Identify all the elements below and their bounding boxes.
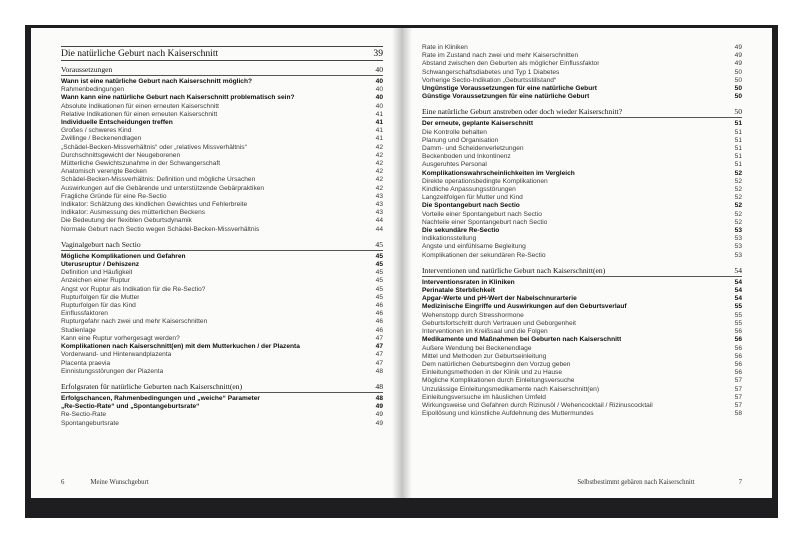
toc-subheading[interactable]: [61, 343, 383, 351]
toc-entry-label: Rupturfolgen für die Mutter: [61, 293, 140, 301]
toc-subheading[interactable]: [61, 78, 383, 86]
toc-entry-page: 53: [734, 235, 742, 243]
toc-entry-label: Definition und Häufigkeit: [61, 269, 133, 277]
toc-entry-page: 47: [375, 351, 383, 359]
toc-entry-label: Die Bedeutung der flexiblen Geburtsdynamik: [61, 217, 192, 225]
toc-entry-page: 49: [375, 411, 383, 419]
toc-entry-page: 45: [375, 277, 383, 285]
toc-entry-page: 55: [734, 311, 742, 319]
chapter-title: Die natürliche Geburt nach Kaiserschnitt: [61, 48, 219, 59]
toc-section-heading-label: Interventionen und natürliche Geburt nach Kaiserschnitt(en): [422, 265, 606, 275]
toc-entry[interactable]: [61, 209, 383, 217]
toc-entry-page: 44: [375, 217, 383, 225]
toc-entry[interactable]: [61, 411, 383, 419]
toc-entry[interactable]: [422, 77, 742, 85]
toc-subheading-label: Uterusruptur / Dehiszenz: [61, 261, 140, 269]
toc-entry-label: Auswirkungen auf die Gebärende und unterstützende Gebärpraktiken: [61, 184, 265, 192]
toc-subheading[interactable]: [422, 295, 742, 303]
toc-entry-page: 46: [375, 310, 383, 318]
toc-entry-page: 51: [734, 136, 742, 144]
toc-entry[interactable]: [422, 137, 742, 145]
toc-entry-label: Absolute Indikationen für einen erneuten Kaiserschnitt: [61, 102, 219, 110]
toc-entry[interactable]: [61, 217, 383, 225]
toc-entry[interactable]: [61, 318, 383, 326]
toc-entry[interactable]: [61, 152, 383, 160]
toc-entry-label: Langzeitfolgen für Mutter und Kind: [422, 194, 523, 202]
toc-entry-page: 51: [734, 161, 742, 169]
toc-entry-label: Abstand zwischen den Geburten als möglicher Einflussfaktor: [422, 60, 600, 68]
toc-entry[interactable]: [422, 243, 742, 251]
toc-entry[interactable]: [61, 176, 383, 184]
toc-entry[interactable]: [61, 277, 383, 285]
toc-entry-label: Rate im Zustand nach zwei und mehr Kaiserschnitten: [422, 52, 579, 60]
toc-subheading-label: Komplikationen nach Kaiserschnitt(en) mit dem Mutterkuchen / der Plazenta: [61, 343, 300, 351]
toc-entry-label: Komplikationen der sekundären Re-Sectio: [422, 251, 546, 259]
toc-entry[interactable]: [422, 211, 742, 219]
left-page-number: 6: [61, 479, 65, 486]
right-intro: [422, 44, 742, 101]
toc-entry-page: 52: [734, 186, 742, 194]
toc-entry[interactable]: [422, 345, 742, 353]
toc-entry[interactable]: [61, 226, 383, 234]
toc-subheading-page: 41: [375, 119, 383, 127]
toc-entry-page: 47: [375, 334, 383, 342]
toc-entry[interactable]: [422, 194, 742, 202]
right-page: [402, 28, 772, 498]
toc-entry-page: 46: [375, 326, 383, 334]
toc-entry[interactable]: [422, 129, 742, 137]
toc-subheading-page: 50: [734, 93, 742, 101]
toc-subheading-page: 48: [375, 394, 383, 402]
toc-entry[interactable]: [422, 235, 742, 243]
toc-entry[interactable]: [422, 394, 742, 402]
toc-entry-page: 42: [375, 184, 383, 192]
toc-entry[interactable]: [61, 302, 383, 310]
toc-section-heading-label: Eine natürliche Geburt anstreben oder doch wieder Kaiserschnitt?: [422, 107, 623, 117]
toc-entry[interactable]: [422, 52, 742, 60]
toc-entry-page: 51: [734, 128, 742, 136]
toc-entry-page: 42: [375, 176, 383, 184]
toc-entry[interactable]: [422, 145, 742, 153]
toc-entry-label: Direkte operationsbedingte Komplikationen: [422, 177, 548, 185]
toc-entry-page: 51: [734, 145, 742, 153]
chapter-heading[interactable]: [61, 46, 383, 61]
toc-section-heading-page: 45: [375, 239, 383, 249]
chapter-page: 39: [373, 48, 383, 59]
toc-entry-page: 46: [375, 318, 383, 326]
toc-entry-label: Placenta praevia: [61, 359, 111, 367]
toc-entry-label: Indikationsstellung: [422, 235, 477, 243]
toc-entry-page: 55: [734, 319, 742, 327]
toc-section-heading[interactable]: [61, 65, 383, 76]
toc-entry-label: Rupturgefahr nach zwei und mehr Kaiserschnitten: [61, 318, 208, 326]
toc-entry-page: 57: [734, 401, 742, 409]
toc-section-heading-page: 40: [375, 65, 383, 74]
toc-entry-label: Einleitungsversuche im häuslichen Umfeld: [422, 393, 546, 401]
toc-entry-page: 40: [375, 102, 383, 110]
toc-entry-label: Äußere Wendung bei Beckenendlage: [422, 344, 532, 352]
toc-entry-label: Die Kontrolle behalten: [422, 128, 487, 136]
toc-entry-label: Schwangerschaftsdiabetes und Typ 1 Diabetes: [422, 68, 560, 76]
toc-subheading[interactable]: [422, 303, 742, 311]
toc-entry[interactable]: [422, 402, 742, 410]
toc-subheading-label: Wann ist eine natürliche Geburt nach Kaiserschnitt möglich?: [61, 78, 253, 85]
toc-entry[interactable]: [61, 144, 383, 152]
toc-section-heading-page: 50: [734, 107, 742, 117]
toc-subheading[interactable]: [61, 403, 383, 411]
toc-subheading[interactable]: [422, 279, 742, 287]
toc-subheading-page: 47: [375, 343, 383, 351]
toc-entry-label: Ausgeruhtes Personal: [422, 161, 487, 169]
toc-entry-label: Durchschnittsgewicht der Neugeborenen: [61, 151, 181, 159]
toc-entry-page: 50: [734, 76, 742, 84]
toc-entry-page: 48: [375, 367, 383, 375]
toc-entry[interactable]: [422, 410, 742, 418]
toc-entry-label: Wirkungsweise und Gefahren durch Rizinusöl / Wehencocktail / Rizinuscocktail: [422, 401, 653, 409]
toc-entry-page: 49: [375, 419, 383, 427]
toc-entry-label: Eipollösung und künstliche Aufdehnung des Muttermundes: [422, 410, 594, 418]
toc-entry[interactable]: [61, 286, 383, 294]
toc-entry[interactable]: [61, 185, 383, 193]
toc-entry-page: 41: [375, 135, 383, 143]
toc-entry-label: Schädel-Becken-Missverhältnis: Definition und mögliche Ursachen: [61, 176, 256, 184]
toc-entry[interactable]: [61, 86, 383, 94]
toc-subheading-page: 49: [375, 403, 383, 411]
toc-subheading[interactable]: [61, 395, 383, 403]
toc-entry-label: Einnistungsstörungen der Plazenta: [61, 367, 164, 375]
toc-subheading-page: 45: [375, 252, 383, 260]
toc-entry[interactable]: [422, 353, 742, 361]
toc-entry-label: Indikator: Schätzung des kindlichen Gewichtes und Fehlerbreite: [61, 201, 248, 209]
toc-entry-label: Kann eine Ruptur vorhergesagt werden?: [61, 334, 180, 342]
toc-entry-page: 53: [734, 251, 742, 259]
toc-subheading[interactable]: [61, 94, 383, 102]
toc-subheading-page: 51: [734, 120, 742, 128]
toc-entry-page: 49: [734, 60, 742, 68]
toc-subheading-label: Die Spontangeburt nach Sectio: [422, 202, 520, 210]
toc-subheading-page: 52: [734, 202, 742, 210]
toc-subheading-label: Wann kann eine natürliche Geburt nach Kaiserschnitt problematisch sein?: [61, 94, 295, 102]
toc-entry[interactable]: [422, 377, 742, 385]
toc-entry-page: 52: [734, 218, 742, 226]
left-footer: [61, 479, 383, 486]
toc-entry-page: 56: [734, 328, 742, 336]
toc-subheading-label: Der erneute, geplante Kaiserschnitt: [422, 120, 534, 128]
right-toc: [422, 107, 742, 418]
toc-entry[interactable]: [61, 294, 383, 302]
toc-entry-page: 56: [734, 369, 742, 377]
toc-entry[interactable]: [61, 127, 383, 135]
toc-subheading-label: Medikamente und Maßnahmen bei Geburten nach Kaiserschnitt: [422, 336, 622, 344]
toc-subheading[interactable]: [61, 261, 383, 269]
toc-entry-page: 43: [375, 201, 383, 209]
toc-section-heading[interactable]: [61, 382, 383, 393]
toc-entry-page: 42: [375, 143, 383, 151]
toc-subheading-label: „Re-Sectio-Rate“ und „Spontangeburtsrate“: [61, 403, 200, 411]
toc-subheading-page: 40: [375, 78, 383, 85]
toc-entry[interactable]: [422, 153, 742, 161]
toc-section-heading-label: Vaginalgeburt nach Sectio: [61, 239, 141, 249]
toc-entry[interactable]: [61, 327, 383, 335]
toc-entry[interactable]: [61, 368, 383, 376]
toc-section-heading-page: 48: [375, 381, 383, 391]
toc-entry[interactable]: [61, 103, 383, 111]
toc-entry-label: Planung und Organisation: [422, 136, 499, 144]
toc-entry-label: Rupturfolgen für das Kind: [61, 302, 136, 310]
toc-entry[interactable]: [422, 161, 742, 169]
toc-subheading[interactable]: [422, 336, 742, 344]
toc-entry-page: 42: [375, 160, 383, 168]
toc-entry-label: Nachteile einer Spontangeburt nach Sectio: [422, 218, 548, 226]
left-page: [31, 28, 402, 498]
toc-entry-page: 57: [734, 377, 742, 385]
toc-section-heading[interactable]: [422, 266, 742, 277]
toc-entry[interactable]: [422, 44, 742, 52]
left-running-title: Meine Wunschgeburt: [90, 479, 149, 486]
toc-entry[interactable]: [61, 269, 383, 277]
toc-entry[interactable]: [422, 252, 742, 260]
toc-entry-label: Vorteile einer Spontangeburt nach Sectio: [422, 210, 542, 218]
toc-entry-label: Angst vor Ruptur als Indikation für die Re-Sectio?: [61, 285, 206, 293]
toc-entry[interactable]: [422, 219, 742, 227]
toc-entry-label: Dem natürlichen Geburtsbeginn den Vorzug geben: [422, 360, 571, 368]
toc-subheading-label: Medizinische Eingriffe und Auswirkungen auf den Geburtsverlauf: [422, 303, 627, 311]
toc-entry[interactable]: [61, 201, 383, 209]
toc-subheading[interactable]: [61, 119, 383, 127]
toc-section-heading-label: Erfolgsraten für natürliche Geburten nach Kaiserschnitt(en): [61, 381, 243, 391]
toc-entry[interactable]: [422, 361, 742, 369]
toc-entry[interactable]: [61, 420, 383, 428]
toc-entry-page: 45: [375, 293, 383, 301]
toc-entry-page: 57: [734, 393, 742, 401]
toc-entry-page: 42: [375, 151, 383, 159]
right-page-number: 7: [738, 479, 742, 486]
toc-entry-label: Vorderwand- und Hinterwandplazenta: [61, 351, 172, 359]
toc-subheading-page: 54: [734, 287, 742, 295]
toc-subheading-page: 40: [375, 94, 383, 102]
toc-subheading-label: Die sekundäre Re-Sectio: [422, 227, 500, 235]
toc-subheading-label: Perinatale Sterblichkeit: [422, 287, 495, 295]
toc-subheading-page: 54: [734, 295, 742, 303]
toc-entry[interactable]: [422, 186, 742, 194]
toc-entry-label: Vorherige Sectio-Indikation „Geburtsstillstand“: [422, 76, 557, 84]
toc-entry-page: 52: [734, 177, 742, 185]
toc-entry-page: 43: [375, 192, 383, 200]
toc-entry-page: 45: [375, 269, 383, 277]
toc-entry-page: 52: [734, 210, 742, 218]
toc-entry-label: Re-Sectio-Rate: [61, 411, 107, 419]
toc-entry-page: 46: [375, 302, 383, 310]
toc-subheading-page: 50: [734, 85, 742, 93]
toc-subheading[interactable]: [422, 202, 742, 210]
toc-subheading[interactable]: [61, 253, 383, 261]
toc-entry-label: Beckenboden und Inkontinenz: [422, 153, 511, 161]
toc-entry-page: 45: [375, 285, 383, 293]
toc-subheading[interactable]: [422, 287, 742, 295]
toc-entry-page: 42: [375, 168, 383, 176]
toc-entry-page: 47: [375, 359, 383, 367]
toc-entry[interactable]: [422, 328, 742, 336]
toc-entry[interactable]: [61, 351, 383, 359]
toc-entry-page: 56: [734, 352, 742, 360]
toc-entry[interactable]: [422, 312, 742, 320]
toc-entry-page: 44: [375, 225, 383, 233]
toc-entry-page: 41: [375, 127, 383, 135]
toc-entry[interactable]: [422, 369, 742, 377]
toc-subheading-page: 55: [734, 303, 742, 311]
right-running-title: Selbstbestimmt gebären nach Kaiserschnitt: [577, 479, 695, 486]
toc-subheading-label: Erfolgschancen, Rahmenbedingungen und „weiche“ Parameter: [61, 394, 260, 402]
toc-entry-page: 58: [734, 410, 742, 418]
toc-entry[interactable]: [422, 69, 742, 77]
toc-entry-label: Wehenstopp durch Stresshormone: [422, 311, 524, 319]
toc-section-heading-page: 54: [734, 265, 742, 275]
toc-entry[interactable]: [61, 135, 383, 143]
toc-entry-page: 52: [734, 194, 742, 202]
toc-subheading-page: 56: [734, 336, 742, 344]
toc-entry-label: Mütterliche Gewichtszunahme in der Schwangerschaft: [61, 160, 221, 168]
toc-subheading-page: 52: [734, 169, 742, 177]
toc-entry[interactable]: [61, 111, 383, 119]
toc-entry-page: 41: [375, 110, 383, 118]
toc-subheading-label: Apgar-Werte und pH-Wert der Nabelschnurarterie: [422, 295, 577, 303]
toc-entry-label: Anatomisch verengte Becken: [61, 168, 147, 176]
toc-entry-label: Studienlage: [61, 326, 96, 334]
toc-subheading[interactable]: [422, 120, 742, 128]
toc-subheading[interactable]: [422, 170, 742, 178]
toc-entry-label: Ängste und einfühlsame Begleitung: [422, 243, 526, 251]
toc-entry-label: Geburtsfortschritt durch Vertrauen und Geborgenheit: [422, 319, 576, 327]
toc-entry-page: 53: [734, 243, 742, 251]
toc-entry-label: Fragliche Gründe für eine Re-Sectio: [61, 192, 167, 200]
toc-entry-label: Relative Indikationen für einen erneuten Kaiserschnitt: [61, 110, 218, 118]
toc-entry-label: Zwillinge / Beckenendlagen: [61, 135, 142, 143]
toc-entry-label: Spontangeburtsrate: [61, 419, 119, 427]
toc-entry-label: „Schädel-Becken-Missverhältnis“ oder „relatives Missverhältnis“: [61, 143, 247, 151]
toc-subheading-label: Interventionsraten in Kliniken: [422, 278, 515, 286]
right-footer: [422, 479, 742, 486]
toc-entry-label: Einflussfaktoren: [61, 310, 108, 318]
toc-entry-label: Großes / schweres Kind: [61, 127, 132, 135]
toc-entry-label: Indikator: Ausmessung des mütterlichen Beckens: [61, 209, 206, 217]
toc-subheading-page: 45: [375, 261, 383, 269]
toc-entry[interactable]: [422, 320, 742, 328]
toc-subheading-label: Günstige Voraussetzungen für eine natürliche Geburt: [422, 93, 590, 101]
toc-entry-label: Kindliche Anpassungsstörungen: [422, 186, 516, 194]
toc-entry[interactable]: [422, 60, 742, 68]
toc-entry-page: 57: [734, 385, 742, 393]
toc-entry-page: 50: [734, 68, 742, 76]
toc-section-heading[interactable]: [61, 240, 383, 251]
toc-entry-page: 56: [734, 360, 742, 368]
toc-entry-page: 49: [734, 44, 742, 51]
toc-section-heading-label: Voraussetzungen: [61, 65, 113, 74]
toc-entry-label: Unzulässige Einleitungsmedikamente nach Kaiserschnitt(en): [422, 385, 600, 393]
toc-entry-page: 49: [734, 52, 742, 60]
toc-subheading[interactable]: [422, 93, 742, 101]
toc-entry-label: Mittel und Methoden zur Geburtseinleitung: [422, 352, 547, 360]
toc-subheading-label: Individuelle Entscheidungen treffen: [61, 119, 173, 127]
toc-entry[interactable]: [422, 386, 742, 394]
toc-subheading[interactable]: [422, 227, 742, 235]
toc-entry-label: Damm- und Scheidenverletzungen: [422, 145, 524, 153]
toc-entry-label: Anzeichen einer Ruptur: [61, 277, 130, 285]
toc-entry[interactable]: [61, 335, 383, 343]
toc-entry-page: 43: [375, 209, 383, 217]
toc-entry-page: 40: [375, 86, 383, 94]
toc-subheading-label: Komplikationswahrscheinlichkeiten im Vergleich: [422, 169, 575, 177]
toc-entry-label: Rate in Kliniken: [422, 44, 468, 51]
toc-entry-label: Interventionen im Kreißsaal und die Folgen: [422, 328, 548, 336]
toc-entry[interactable]: [61, 168, 383, 176]
toc-entry[interactable]: [422, 178, 742, 186]
toc-entry-label: Mögliche Komplikationen durch Einleitungsversuche: [422, 377, 575, 385]
toc-subheading-label: Mögliche Komplikationen und Gefahren: [61, 252, 186, 260]
toc-entry-label: Rahmenbedingungen: [61, 86, 125, 94]
left-toc: [61, 65, 383, 428]
toc-entry[interactable]: [61, 360, 383, 368]
toc-subheading-label: Ungünstige Voraussetzungen für eine natürliche Geburt: [422, 85, 597, 93]
toc-subheading[interactable]: [422, 85, 742, 93]
toc-entry-label: Normale Geburt nach Sectio wegen Schädel-Becken-Missverhältnis: [61, 225, 260, 233]
toc-entry-page: 51: [734, 153, 742, 161]
toc-entry-label: Einleitungsmethoden in der Klinik und zu Hause: [422, 369, 563, 377]
toc-entry[interactable]: [61, 310, 383, 318]
toc-subheading-page: 53: [734, 227, 742, 235]
toc-entry-page: 56: [734, 344, 742, 352]
toc-section-heading[interactable]: [422, 107, 742, 118]
toc-subheading-page: 54: [734, 278, 742, 286]
toc-entry[interactable]: [61, 193, 383, 201]
toc-entry[interactable]: [61, 160, 383, 168]
